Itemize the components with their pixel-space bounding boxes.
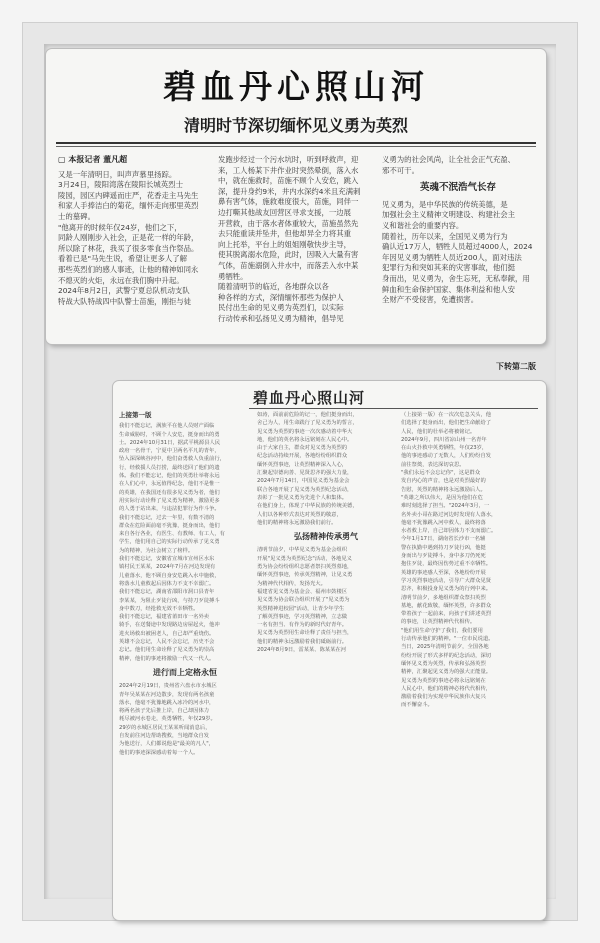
text-line: 告慰，英烈的精神将永远激励后人。 bbox=[401, 486, 486, 493]
continuation-rule bbox=[249, 408, 538, 409]
text-line: 人们以各种形式表达对英烈的敬意， bbox=[257, 511, 342, 518]
text-line: 我们不能忘记，福建省莆田市一名外卖 bbox=[119, 614, 210, 621]
text-line: 英雄不会忘记，人民不会忘记，历史不会 bbox=[119, 639, 215, 646]
newspaper-clipping-bottom bbox=[113, 381, 546, 920]
text-line: 开营救，由于落水者体重较大，苗施虽然先 bbox=[218, 218, 359, 228]
text-line: 他毫不犹豫跳入河中救人，最终将落 bbox=[401, 519, 486, 526]
text-line: 行，经救援人员打捞，最终送回了他们的遗 bbox=[119, 464, 220, 471]
text-line: 同龄人刚刚步入社会，正是花一样的年龄， bbox=[58, 233, 199, 243]
text-line: 为精神代代相传，发扬光大。 bbox=[257, 580, 326, 587]
text-line: 义和谐社会的重要内容。 bbox=[382, 220, 464, 230]
text-line: 2024年9月，四川省凉山州一名青年 bbox=[401, 436, 487, 443]
text-line: 地，他们的英名将永远铭刻在人民心中。 bbox=[257, 436, 353, 443]
text-line: 当日，2025年清明节前夕，全国各地 bbox=[401, 644, 489, 651]
text-line: 鼻有害气体，施救难度很大，苗施，同伴一 bbox=[218, 197, 359, 207]
text-line: 用实际行动诠释了见义勇为精神，激励更多 bbox=[119, 497, 220, 504]
text-line: 特战大队特战四中队警士苗施，刚拒与徒 bbox=[58, 296, 192, 306]
text-line: 向上托举，平台上的姐姐刚敬快步主导， bbox=[218, 239, 352, 249]
text-line: 全财产不受侵害，免遭损害。 bbox=[382, 295, 479, 305]
text-line: 看着已是"马先生说，希望让更多人了解 bbox=[58, 254, 188, 264]
text-line: 精神，他们的事迹将激励一代又一代人。 bbox=[119, 655, 215, 662]
byline-text: 本报记者 董凡超 bbox=[68, 155, 128, 164]
text-line: 确认近17万人，牺牲人员超过4000人，2024 bbox=[382, 242, 533, 252]
text-line: 我们不能忘记，安徽省宣城市宣州区水东 bbox=[119, 556, 215, 563]
text-line: 在他们身上，体现了中华民族的传统美德， bbox=[257, 503, 358, 510]
text-line: 的人勇于站出来，与违法犯罪行为作斗争。 bbox=[119, 506, 220, 513]
text-line: 英雄的事迹感人至深，各地纷纷开展 bbox=[401, 569, 486, 576]
text-line: 将落水儿童救起后因体力不支不幸溺亡。 bbox=[119, 580, 215, 587]
continuation-column-3-text bbox=[401, 411, 539, 710]
text-line: 青年吴某某在河边散步，发现有两名孩童 bbox=[119, 691, 215, 698]
section-subheading: 英魂不泯浩气长存 bbox=[419, 182, 496, 194]
text-line: 忘记。他们用生命诠释了见义勇为的崇高 bbox=[119, 647, 215, 654]
text-line: 士的墓碑。 bbox=[58, 211, 95, 221]
text-line: 思齐，积极投身见义勇为的行列中来。 bbox=[401, 586, 492, 593]
text-line: 清明节前夕，中华见义勇为基金会组织 bbox=[257, 547, 348, 554]
text-line: 福建省见义勇为基金会、福州市鼓楼区 bbox=[257, 588, 348, 595]
text-line: 在人们心中，永远值得纪念，他们不是惟一 bbox=[119, 481, 220, 488]
byline: ▢ 本报记者 董凡超 bbox=[58, 155, 128, 164]
text-line: 落水，他毫不犹豫地跳入冰冷的河水中， bbox=[119, 699, 215, 706]
text-line: （上接第一版）在一次次危急关头，他 bbox=[401, 412, 492, 418]
text-line: 见义勇为，是中华民族的传统美德，是 bbox=[382, 199, 508, 209]
text-line: 学生，他们用自己的实际行动传承了见义勇 bbox=[119, 539, 220, 546]
text-line: 他们的精神永远激励着我们砥砺前行。 bbox=[257, 638, 348, 645]
text-line: 如涛，面前前危险的记一，他们挺身而出， bbox=[257, 412, 358, 418]
continuation-subheading-1: 进行而上定格永恒 bbox=[153, 667, 217, 677]
text-line: 犯罪行为和突如其来的灾害事故，他们挺 bbox=[382, 263, 516, 273]
text-line: 清明节前夕，多地组织群众祭扫英烈 bbox=[401, 594, 486, 601]
continued-note: 下转第二版 bbox=[496, 362, 536, 371]
text-line: 行动传承和弘扬见义勇为精神，倡导见 bbox=[218, 313, 344, 323]
text-line: 难时刻选择了担当。"2024年3月，一 bbox=[401, 503, 490, 510]
subheadline: 清明时节深切缅怀见义勇为英烈 bbox=[183, 116, 408, 135]
text-line: 儿童落水，他不顾自身安危跳入水中施救， bbox=[119, 572, 220, 579]
text-line: 勇为协会纷纷组织志愿者祭扫英烈墓地， bbox=[257, 564, 353, 571]
text-line: 我们不能忘记，满族平在他人员财产面临 bbox=[119, 423, 215, 430]
text-line: 边打嘶其他战友回营区寻求支援，一边展 bbox=[218, 207, 352, 217]
text-line: 2024年8月9日，雷某某、陈某某在河 bbox=[257, 647, 347, 654]
text-line: 人民，他们的壮举必将被铭记。 bbox=[401, 428, 476, 435]
headline-rule-thin bbox=[56, 146, 536, 147]
text-line: 在山火扑救中英勇牺牲，年仅23岁， bbox=[401, 445, 488, 452]
text-line: 抱住歹徒，最终因伤势过重不幸牺牲。 bbox=[401, 561, 492, 568]
text-line: 汇聚起崇德向善、见贤思齐的强大力量， bbox=[257, 470, 353, 477]
text-line: 墓地，献花致敬，缅怀英烈，许多群众 bbox=[401, 602, 492, 609]
text-line: 身而出，见义勇为，舍生忘死，无私奉献，用 bbox=[382, 273, 530, 283]
text-line: 不熄灭的火炬，永远在我们胸中升起。 bbox=[58, 275, 184, 285]
continuation-subheading-2: 弘扬精神传承勇气 bbox=[294, 532, 358, 542]
text-line: 气体，苗施溺倒入井水中，而落丢入水中某 bbox=[218, 260, 359, 270]
text-line: 来自各行各业，有医生、有教师、有工人，有 bbox=[119, 531, 225, 538]
text-line: 种各样的方式，深情缅怀那些为保护人 bbox=[218, 292, 344, 302]
text-line: 前往祭奠，表达深切哀思。 bbox=[401, 461, 465, 468]
text-line: 的事迹，让英烈精神代代相传。 bbox=[401, 619, 476, 626]
text-line: 见义勇为英烈的事迹一次次感动着中华大 bbox=[257, 428, 353, 435]
text-line: 身而出与歹徒搏斗，身中多刀仍死死 bbox=[401, 553, 486, 560]
text-line: 激励着我们为实现中华民族伟大复兴 bbox=[401, 694, 486, 701]
text-line: 他的事迹感动了无数人，人们纷纷自发 bbox=[401, 453, 492, 460]
text-line: 勇牺牲。 bbox=[218, 271, 248, 281]
text-line: 2024年2月19日，贵州省六盘水市水城区 bbox=[119, 683, 217, 690]
continuation-column-2b-text bbox=[257, 546, 395, 654]
text-line: 见义勇为英烈用生命诠释了责任与担当， bbox=[257, 630, 353, 637]
text-line: 警在执勤中遇到持刀歹徒行凶，他挺 bbox=[401, 544, 486, 551]
text-line: 生命威胁时，不顾个人安危，挺身而出的勇 bbox=[119, 431, 220, 438]
text-line: 见义勇为协会联合组织开展了"见义勇为 bbox=[257, 597, 350, 604]
text-line: 体。我们不能忘记，他们的英勇壮举将永远 bbox=[119, 473, 220, 480]
text-line: 开展"见义勇为英烈纪念"活动，各地见义 bbox=[257, 555, 352, 562]
text-line: "他们用生命守护了我们，我们要用 bbox=[401, 627, 483, 634]
text-line: 英烈精神进校园"活动，让青少年学生 bbox=[257, 605, 345, 612]
text-line: 政府一名骨干，宁夏中卫两名平凡的青年， bbox=[119, 448, 220, 455]
text-line: 们选择了挺身而出，他们把生命献给了 bbox=[401, 420, 492, 427]
text-line: 人民心中，他们的精神必将代代相传， bbox=[401, 685, 492, 692]
continuation-column-2-text bbox=[257, 411, 395, 527]
text-line: 缅怀见义勇为英烈，传承和弘扬英烈 bbox=[401, 660, 486, 667]
text-line: 深，提升身约9米，井内水深约4米且充满刺 bbox=[218, 186, 361, 196]
text-line: 将两名孩子先后推上岸，自己却因体力 bbox=[119, 708, 210, 715]
text-line: 进火场救出被困老人，自己却严重烧伤。 bbox=[119, 630, 215, 637]
text-line: 我们不能忘记，湖南省邵阳市洞口县青年 bbox=[119, 589, 215, 596]
text-line: 联合各地开展了见义勇为英烈纪念活动， bbox=[257, 486, 353, 493]
text-line: 舍己为人，用生命践行了见义勇为的誓言， bbox=[257, 420, 358, 427]
text-line: 表彰了一批见义勇为先进个人和集体。 bbox=[257, 494, 348, 501]
text-line: 使其脱离溺水危险，此时，因吸入大量有害 bbox=[218, 250, 359, 260]
text-line: 行动传承他们的精神。"一位市民说道。 bbox=[401, 636, 494, 643]
text-line: 他们的事迹深深感动着每一个人。 bbox=[119, 749, 199, 756]
text-line: 他们的精神将永远激励我们前行。 bbox=[257, 519, 337, 526]
continuation-column-3 bbox=[401, 411, 539, 911]
text-line: 义勇为的社会风尚，让全社会正气充盈、 bbox=[382, 155, 516, 164]
text-line: 精神，汇聚起见义勇为的强大正能量。 bbox=[401, 669, 492, 676]
column-3-text bbox=[382, 155, 534, 176]
text-line: 李某某，为阻止歹徒行凶，与持刀歹徒搏斗 bbox=[119, 597, 220, 604]
text-line: 2024年7月14日，中国见义勇为基金会 bbox=[257, 478, 350, 485]
text-line: 了解英烈事迹，学习英烈精神，立志做 bbox=[257, 613, 348, 620]
text-line: "英雄之所以伟大，是因为他们在危 bbox=[401, 494, 483, 501]
text-line: 随着清明节的临近，各地群众以各 bbox=[218, 282, 329, 292]
text-line: 来，工人杨某下井作业时突然晕倒，落入水 bbox=[218, 165, 359, 175]
text-line: 见义勇为英烈的事迹必将永远铭刻在 bbox=[401, 677, 486, 684]
continuation-column-1b-text bbox=[119, 682, 251, 757]
text-line: 由于大家自主，群众对见义勇为英烈的 bbox=[257, 445, 348, 452]
continuation-column-2 bbox=[257, 411, 395, 911]
text-line: 名外卖小哥在路过河边时发现有人落水， bbox=[401, 511, 497, 518]
text-line: 纪念活动持续开展，各地纷纷组织群众 bbox=[257, 453, 348, 460]
text-line: 身中数刀，经抢救无效不幸牺牲。 bbox=[119, 605, 199, 612]
text-line: 水者救上岸，自己却因体力不支而溺亡。 bbox=[401, 528, 497, 535]
text-line: 纷纷开展了形式多样的纪念活动，深切 bbox=[401, 652, 492, 659]
article-column-3 bbox=[382, 155, 534, 337]
text-line: 我们不能忘记，过去一年里，有数不清的 bbox=[119, 514, 215, 521]
text-line: 的英雄，在我国还有很多见义勇为者，他们 bbox=[119, 489, 220, 496]
text-line: 为他送行，人们都说他是"最美的凡人"， bbox=[119, 741, 214, 748]
text-line: "我们永远不会忘记你"，这是群众 bbox=[401, 470, 481, 477]
text-line: 发跑步经过一个污水坑时，听到呼救声，迎 bbox=[218, 155, 359, 164]
headline: 碧血丹心照山河 bbox=[163, 67, 429, 106]
column-2-text bbox=[218, 155, 364, 325]
column-1-text bbox=[58, 170, 204, 308]
text-line: 中，就在施救时，苗施不顾个人安危，跳入 bbox=[218, 176, 359, 186]
text-line: 29岁的水城区居民王某某听闻消息后， bbox=[119, 724, 211, 731]
continued-from-label: 上接第一版 bbox=[119, 411, 152, 419]
text-line: 一名有担当、有作为的新时代好青年。 bbox=[257, 622, 348, 629]
text-line: 邪不可干。 bbox=[382, 165, 419, 175]
text-line: 民付出生命的见义勇为英烈们，以实际 bbox=[218, 303, 344, 313]
text-line: 陵园，园区内碑遥而庄严，花香走主马先生 bbox=[58, 190, 199, 200]
text-line: 群众在危险面前毫不犹豫，挺身而出，他们 bbox=[119, 522, 220, 529]
text-line: "他离开的时候年仅24岁，他们之下， bbox=[58, 222, 182, 232]
column-3b-text bbox=[382, 200, 534, 306]
text-line: 为的精神，为社会树立了榜样。 bbox=[119, 547, 194, 554]
text-line: 3月24日，陵阳湾落在陵阳长城英烈士 bbox=[58, 180, 183, 190]
text-line: 又是一年清明日，叫声声慕里扬踪。 bbox=[58, 169, 177, 179]
text-line: 缅怀英烈事迹，让英烈精神深入人心， bbox=[257, 461, 348, 468]
text-line: 耗尽被河水卷走，英勇牺牲，年仅29岁。 bbox=[119, 716, 216, 723]
text-line: 发自内心的声音，也是对英烈最好的 bbox=[401, 478, 486, 485]
text-line: 那些英烈们的感人事迹，让他的精神如同永 bbox=[58, 264, 199, 274]
newspaper-clipping-top bbox=[46, 49, 546, 371]
article-column-1 bbox=[58, 155, 204, 337]
continuation-headline: 碧血丹心照山河 bbox=[253, 389, 366, 407]
article-column-2 bbox=[218, 155, 364, 337]
text-line: 今年1月17日，湖南省长沙市一名辅 bbox=[401, 536, 486, 543]
text-line: 和家人手捧洁白的菊花，缅怀走向那里英烈 bbox=[58, 201, 199, 211]
text-line: 自发前往河边帮助搜救，当地群众自发 bbox=[119, 732, 210, 739]
continuation-column-1-text bbox=[119, 422, 251, 663]
text-line: 坠入深深峡谷河中，他们奋勇救人负重前行， bbox=[119, 456, 225, 463]
text-line: 去只能重读并坠井，但他却异全力将其重 bbox=[218, 229, 352, 239]
text-line: 所以除了林花，我买了很多零食当作祭品。 bbox=[58, 243, 199, 253]
text-line: 加强社会主义精神文明建设、构建社会主 bbox=[382, 210, 516, 220]
headline-rule bbox=[56, 142, 536, 144]
text-line: 年因见义勇为牺牲人员近200人，面对违法 bbox=[382, 252, 522, 262]
text-line: 士。2024年10月31日，据武平桃源县人民 bbox=[119, 439, 221, 446]
text-line: 缅怀英烈事迹，传承英烈精神，让见义勇 bbox=[257, 572, 353, 579]
text-line: 而不懈奋斗。 bbox=[401, 702, 433, 709]
text-line: 2024年8月2日，武警宁夏总队机动支队 bbox=[58, 286, 190, 296]
text-line: 骑手，在送餐途中发现路边房屋起火，他冲 bbox=[119, 622, 220, 629]
text-line: 学习英烈事迹活动，引导广大群众见贤 bbox=[401, 577, 492, 584]
text-line: 镇村民王某某，2024年7月在河边发现有 bbox=[119, 564, 216, 571]
text-line: 带着孩子一起前来，向孩子们讲述英烈 bbox=[401, 611, 492, 618]
text-line: 随着社，历年以来，全国见义勇为行为 bbox=[382, 231, 508, 241]
continuation-column-1 bbox=[119, 411, 251, 911]
text-line: 鲜血和生命保护国家、集体利益和他人安 bbox=[382, 284, 516, 294]
